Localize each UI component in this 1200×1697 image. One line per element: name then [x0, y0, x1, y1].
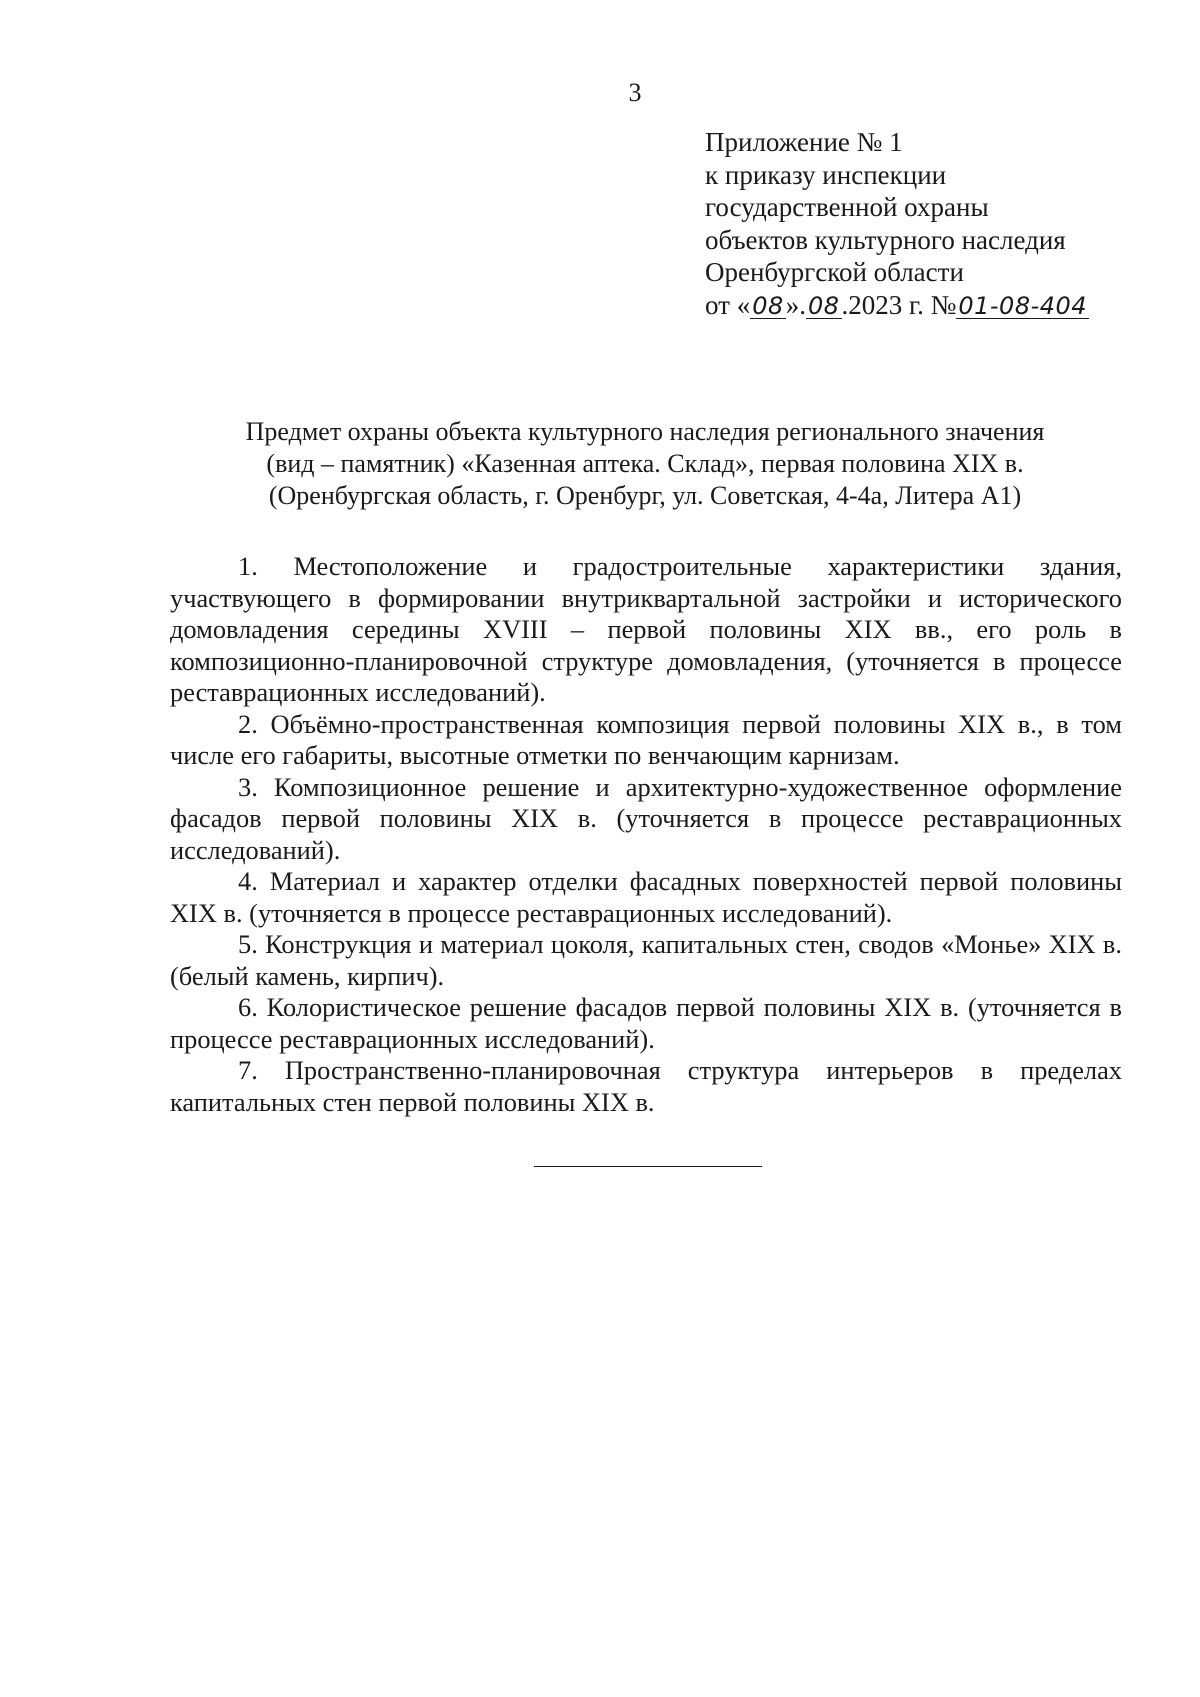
- appendix-line: государственной охраны: [705, 192, 989, 222]
- appendix-line: Оренбургской области: [705, 257, 964, 287]
- appendix-line: к приказу инспекции: [705, 159, 947, 190]
- list-item: 7. Пространственно-планировочная структура интерьеров в пределах капитальных стен первой половины XIX в.: [170, 1055, 1122, 1117]
- title-line: (вид – памятник) «Казенная аптека. Склад», первая половина XIX в.: [266, 449, 1024, 478]
- title-line: Предмет охраны объекта культурного наследия регионального значения: [245, 417, 1045, 446]
- list-item: 4. Материал и характер отделки фасадных поверхностей первой половины XIX в. (уточняется в процессе реставрационных исследований).: [170, 866, 1122, 928]
- list-item: 2. Объёмно-пространственная композиция первой половины XIX в., в том числе его габариты, высотные отметки по венчающим карнизам.: [170, 708, 1122, 770]
- end-divider: [534, 1166, 762, 1167]
- appendix-header: [705, 126, 1089, 321]
- title-line: (Оренбургская область, г. Оренбург, ул. Советская, 4-4а, Литера А1): [268, 481, 1022, 510]
- page-number: 3: [628, 78, 642, 107]
- list-item: 5. Конструкция и материал цоколя, капитальных стен, сводов «Монье» XIX в. (белый камень, кирпич).: [170, 929, 1122, 991]
- handwritten-order-number: 01-08-404: [958, 291, 1088, 320]
- appendix-line: Приложение № 1: [705, 127, 903, 157]
- date-mid: ».: [785, 289, 806, 320]
- document-title: [170, 416, 1120, 512]
- date-suffix: .2023 г. №: [841, 289, 957, 320]
- protection-items-list: [170, 551, 1122, 1118]
- appendix-date-line: [705, 289, 1089, 322]
- handwritten-month: 08: [808, 291, 840, 320]
- handwritten-day: 08: [752, 291, 784, 320]
- date-prefix: от «: [705, 289, 751, 320]
- list-item: 3. Композиционное решение и архитектурно-художественное оформление фасадов первой половины XIX в. (уточняется в процессе реставрационных исследований).: [170, 771, 1122, 865]
- list-item: 6. Колористическое решение фасадов первой половины XIX в. (уточняется в процессе реставрационных исследований).: [170, 992, 1122, 1054]
- appendix-line: объектов культурного наследия: [705, 224, 1066, 255]
- list-item: 1. Местоположение и градостроительные характеристики здания, участвующего в формировании внутриквартальной застройки и исторического домовладения середины XVIII – первой половины XIX вв., его роль в композиционно-планировочной структуре домовладения, (уточняется в процессе реставрационных исследований).: [170, 551, 1122, 707]
